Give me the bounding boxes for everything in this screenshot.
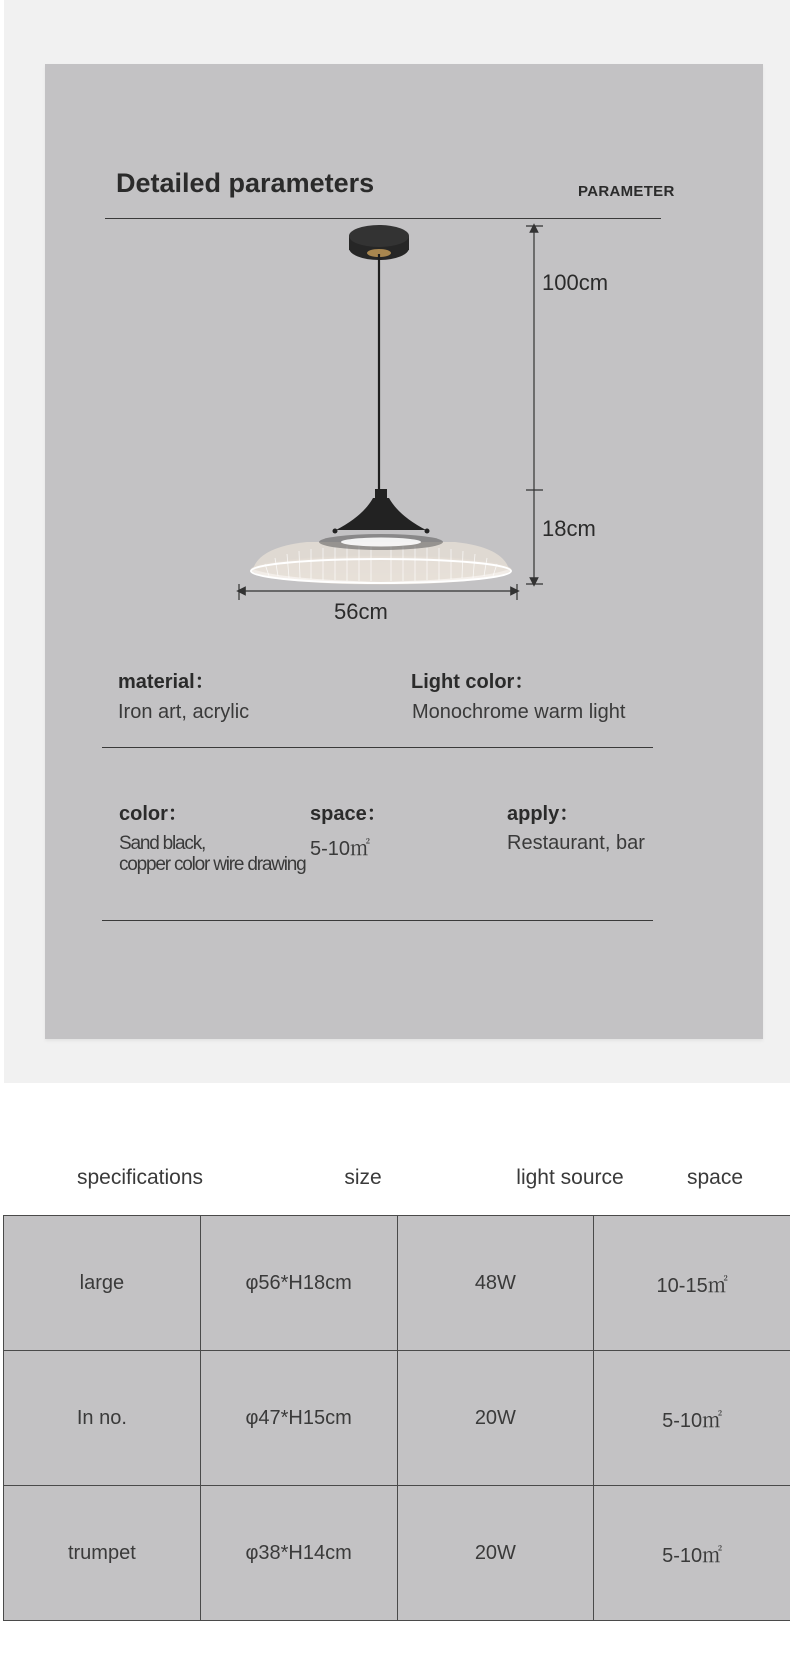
apply-label: apply： xyxy=(507,803,580,825)
section-tag: PARAMETER xyxy=(578,183,675,200)
header-space: space xyxy=(686,1166,744,1189)
light-color-value: Monochrome warm light xyxy=(412,701,626,723)
space-label: space： xyxy=(310,803,387,825)
cell-light-source: 20W xyxy=(397,1351,594,1486)
specs-divider-2 xyxy=(102,920,653,921)
color-value-line-2: copper color wire drawing xyxy=(119,854,306,875)
header-specifications: specifications xyxy=(76,1166,204,1189)
cell-space: 5-10㎡ xyxy=(594,1486,790,1621)
diameter-dimension xyxy=(239,584,517,600)
header-size: size xyxy=(344,1166,382,1189)
diameter-label: 56cm xyxy=(334,599,388,624)
light-color-label: Light color： xyxy=(411,671,535,693)
table-row xyxy=(4,1351,790,1486)
specs-divider-1 xyxy=(102,747,653,748)
parameter-card xyxy=(45,64,763,1039)
cell-space: 10-15㎡ xyxy=(594,1216,790,1351)
cell-spec: In no. xyxy=(4,1351,201,1486)
material-value: Iron art, acrylic xyxy=(118,701,250,723)
lamp-illustration xyxy=(45,64,763,1039)
shade-height-label: 18cm xyxy=(542,516,596,541)
space-value: 5-10㎡ xyxy=(310,838,371,860)
cell-size: φ56*H18cm xyxy=(200,1216,397,1351)
height-dimension xyxy=(526,226,543,584)
table-row xyxy=(4,1216,790,1351)
cell-space: 5-10㎡ xyxy=(594,1351,790,1486)
apply-value: Restaurant, bar xyxy=(507,832,645,854)
lamp-shade xyxy=(251,489,511,584)
color-value-line-1: Sand black, xyxy=(119,833,206,854)
specification-table xyxy=(3,1215,790,1621)
cell-spec: trumpet xyxy=(4,1486,201,1621)
table-row xyxy=(4,1486,790,1621)
cell-light-source: 48W xyxy=(397,1216,594,1351)
cord-length-label: 100cm xyxy=(542,270,609,295)
cell-size: φ47*H15cm xyxy=(200,1351,397,1486)
cell-spec: large xyxy=(4,1216,201,1351)
cell-size: φ38*H14cm xyxy=(200,1486,397,1621)
section-title: Detailed parameters xyxy=(116,168,375,198)
header-light-source: light source xyxy=(516,1166,624,1189)
cell-light-source: 20W xyxy=(397,1486,594,1621)
color-label: color： xyxy=(119,803,188,825)
material-label: material： xyxy=(118,671,215,693)
